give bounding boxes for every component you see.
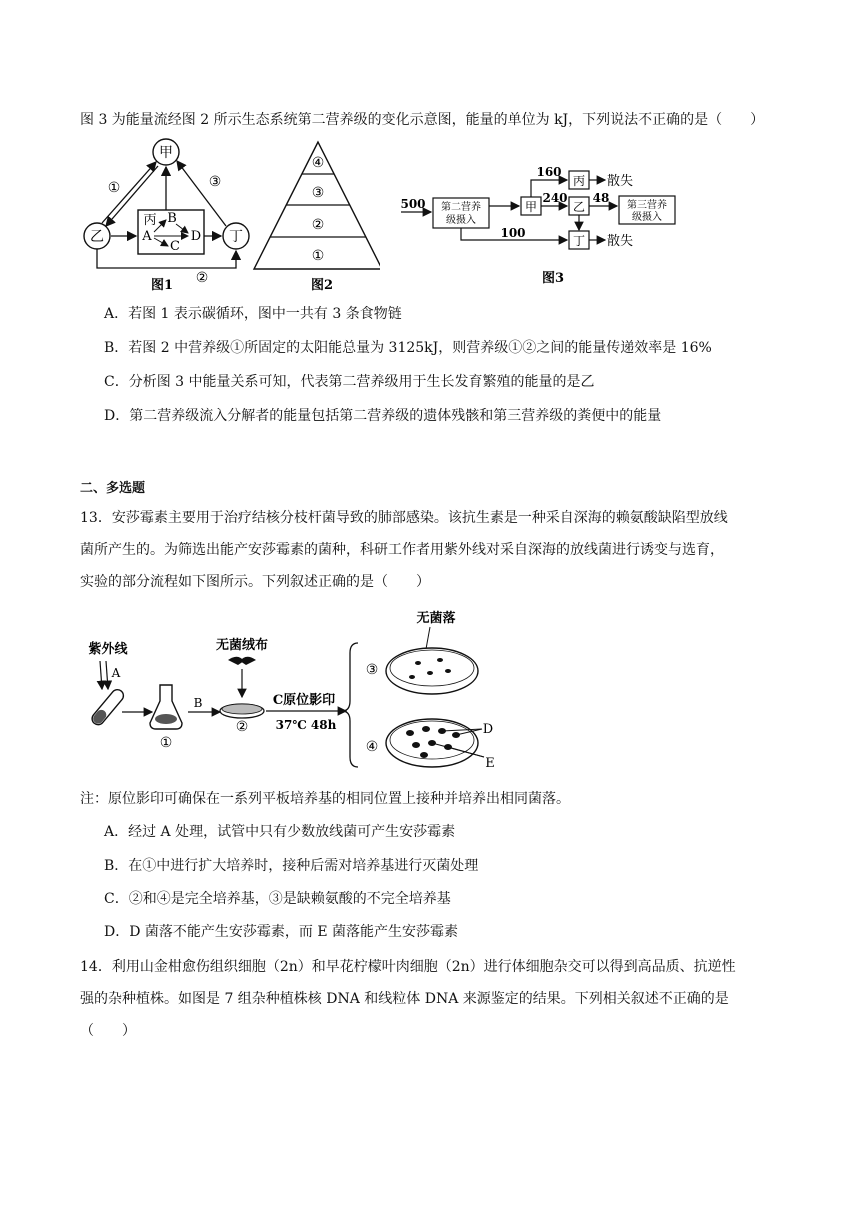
fig3-box-jia: 甲 bbox=[524, 200, 538, 214]
q14-stem-line-2: 强的杂种植株。如图是 7 组杂种植株核 DNA 和线粒体 DNA 来源鉴定的结果。下列相关叙述不正确的是 bbox=[80, 991, 729, 1007]
fig3-loss-2: 散失 bbox=[606, 234, 634, 249]
fig13-a: A bbox=[111, 666, 121, 680]
fig13-n1: ① bbox=[159, 735, 173, 751]
q12-option-d: D．第二营养级流入分解者的能量包括第二营养级的遗体残骸和第三营养级的粪便中的能量 bbox=[104, 408, 662, 424]
figure-2 bbox=[250, 140, 380, 292]
fig2-level-2: ② bbox=[311, 217, 325, 233]
fig3-box-bing: 丙 bbox=[572, 174, 586, 188]
fig3-box-ding: 丁 bbox=[572, 234, 586, 248]
figure-3 bbox=[395, 160, 725, 292]
q14-stem-line-3: （ ） bbox=[80, 1023, 136, 1039]
q12-option-a: A．若图 1 表示碳循环，图中一共有 3 条食物链 bbox=[104, 306, 402, 322]
fig1-node-c: C bbox=[170, 239, 180, 254]
fig13-n2: ② bbox=[235, 719, 249, 735]
fig13-n4: ④ bbox=[365, 739, 379, 755]
fig13-cond: 37℃ 48h bbox=[275, 718, 337, 732]
q12-option-c: C．分析图 3 中能量关系可知，代表第二营养级用于生长发育繁殖的能量的是乙 bbox=[104, 374, 595, 390]
fig13-d: D bbox=[482, 722, 494, 737]
fig13-uv: 紫外线 bbox=[88, 642, 128, 657]
q13-option-a: A．经过 A 处理，试管中只有少数放线菌可产生安莎霉素 bbox=[104, 824, 456, 840]
q13-stem-line-1: 13．安莎霉素主要用于治疗结核分枝杆菌导致的肺部感染。该抗生素是一种采自深海的赖氨酸缺陷型放线 bbox=[80, 510, 728, 526]
q13-note: 注：原位影印可确保在一系列平板培养基的相同位置上接种并培养出相同菌落。 bbox=[80, 791, 570, 807]
q13-stem-line-2: 菌所产生的。为筛选出能产安莎霉素的菌种，科研工作者用紫外线对采自深海的放线菌进行诱变与选育， bbox=[80, 542, 724, 558]
fig1-caption: 图1 bbox=[150, 278, 174, 292]
fig1-node-bing: 丙 bbox=[143, 213, 157, 228]
fig1-node-ding: 丁 bbox=[229, 229, 243, 245]
fig3-box-second-2: 级摄入 bbox=[446, 215, 476, 226]
fig3-loss-1: 散失 bbox=[606, 174, 634, 189]
fig3-box-third-2: 级摄入 bbox=[632, 212, 662, 223]
fig3-v48: 48 bbox=[592, 191, 610, 205]
fig13-e: E bbox=[485, 756, 495, 771]
fig1-node-a: A bbox=[142, 229, 152, 244]
fig3-v100: 100 bbox=[500, 226, 526, 240]
fig1-arrow-2: ② bbox=[195, 270, 209, 286]
section-title: 二、多选题 bbox=[80, 481, 146, 496]
fig2-level-4: ④ bbox=[311, 155, 325, 171]
fig3-v240: 240 bbox=[542, 191, 568, 205]
q13-option-c: C．②和④是完全培养基，③是缺赖氨酸的不完全培养基 bbox=[104, 891, 451, 907]
fig2-caption: 图2 bbox=[310, 278, 334, 292]
fig1-node-d: D bbox=[190, 229, 202, 244]
fig13-nocolony: 无菌落 bbox=[416, 611, 456, 626]
fig1-node-yi: 乙 bbox=[90, 229, 104, 245]
q13-option-d: D．D 菌落不能产生安莎霉素，而 E 菌落能产生安莎霉素 bbox=[104, 924, 459, 940]
fig13-n3: ③ bbox=[365, 662, 379, 678]
fig13-b: B bbox=[193, 696, 203, 710]
fig13-velvet: 无菌绒布 bbox=[215, 638, 269, 653]
fig1-arrow-3: ③ bbox=[208, 174, 222, 190]
q13-option-b: B．在①中进行扩大培养时，接种后需对培养基进行灭菌处理 bbox=[104, 858, 479, 874]
fig2-level-3: ③ bbox=[311, 185, 325, 201]
fig1-node-b: B bbox=[167, 211, 177, 226]
fig3-box-third-1: 第三营养 bbox=[627, 200, 667, 211]
q12-stem: 图 3 为能量流经图 2 所示生态系统第二营养级的变化示意图，能量的单位为 kJ，下列说法不正确的是（ ） bbox=[80, 112, 765, 128]
fig13-replica: C原位影印 bbox=[272, 693, 336, 708]
q13-stem-line-3: 实验的部分流程如下图所示。下列叙述正确的是（ ） bbox=[80, 574, 430, 590]
figure-q13 bbox=[80, 605, 520, 775]
fig3-box-second-1: 第二营养 bbox=[441, 202, 481, 213]
fig3-v160: 160 bbox=[536, 165, 562, 179]
fig2-level-1: ① bbox=[311, 248, 325, 264]
q12-option-b: B．若图 2 中营养级①所固定的太阳能总量为 3125kJ，则营养级①②之间的能量传递效率是 16% bbox=[104, 340, 712, 356]
fig3-input: 500 bbox=[400, 197, 426, 211]
fig3-box-yi: 乙 bbox=[572, 200, 586, 214]
fig1-arrow-1: ① bbox=[107, 180, 121, 196]
fig3-caption: 图3 bbox=[541, 271, 565, 286]
fig1-node-jia: 甲 bbox=[159, 145, 173, 161]
q14-stem-line-1: 14．利用山金柑愈伤组织细胞（2n）和早花柠檬叶肉细胞（2n）进行体细胞杂交可以得到高品质、抗逆性 bbox=[80, 959, 736, 975]
